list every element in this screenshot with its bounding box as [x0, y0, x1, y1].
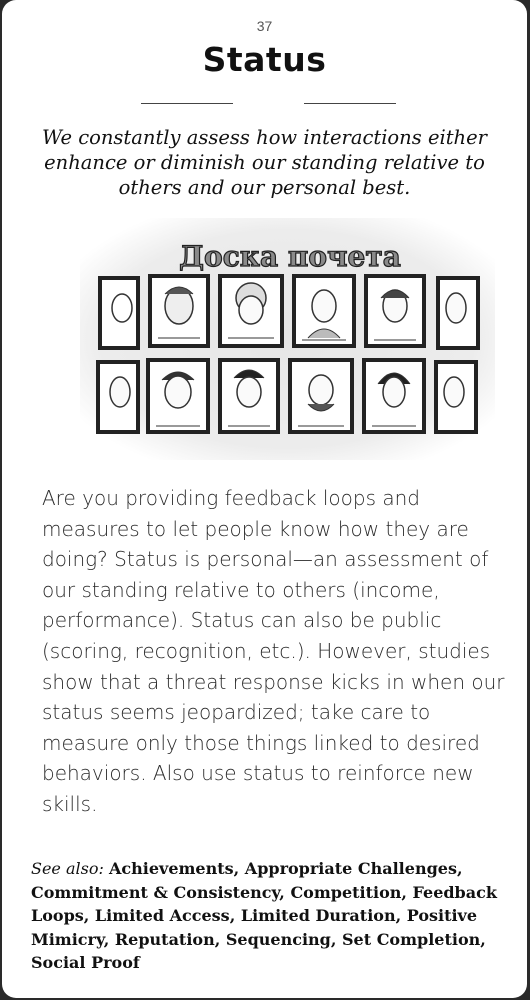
portrait-frame	[220, 276, 282, 346]
honor-board-illustration	[80, 218, 495, 460]
body-paragraph: Are you providing feedback loops and measures to let people know how they are doing? Status is personal—an assessment of our standing relative to others (income, performance). Status can also be public (scoring, recognition, etc.). However, studies show that a threat response kicks in when our status seems jeopardized; take care to measure only those things linked to desired behaviors. Also use status to reinforce new skills.	[42, 486, 505, 816]
portrait-frame	[438, 278, 478, 348]
portrait-frame	[290, 360, 352, 432]
portrait-frame	[100, 278, 138, 348]
portrait-frame	[98, 362, 138, 432]
portrait-frame	[364, 360, 424, 432]
portrait-frame	[366, 276, 424, 346]
page-title: Status	[202, 40, 327, 79]
page-number: 37	[256, 18, 273, 34]
see-also-links: Achievements, Appropriate Challenges, Commitment & Consistency, Competition, Feedback Loops, Limited Access, Limited Duration, Positive Mimicry, Reputation, Sequencing, Set Completion, Social Proof	[31, 859, 497, 972]
see-also-section	[31, 857, 501, 975]
see-also-label: See also:	[31, 859, 109, 878]
portrait-frame	[220, 360, 278, 432]
portrait-frame	[294, 276, 354, 346]
portrait-frame	[436, 362, 476, 432]
portrait-frame	[150, 276, 208, 346]
board-sign: Доска почета	[179, 240, 401, 273]
title-divider-left	[141, 103, 233, 104]
page-card	[2, 0, 527, 998]
portrait-frame	[148, 360, 208, 432]
title-divider-right	[304, 103, 396, 104]
page-subtitle: We constantly assess how interactions either enhance or diminish our standing relative to others and our personal best.	[42, 126, 487, 199]
